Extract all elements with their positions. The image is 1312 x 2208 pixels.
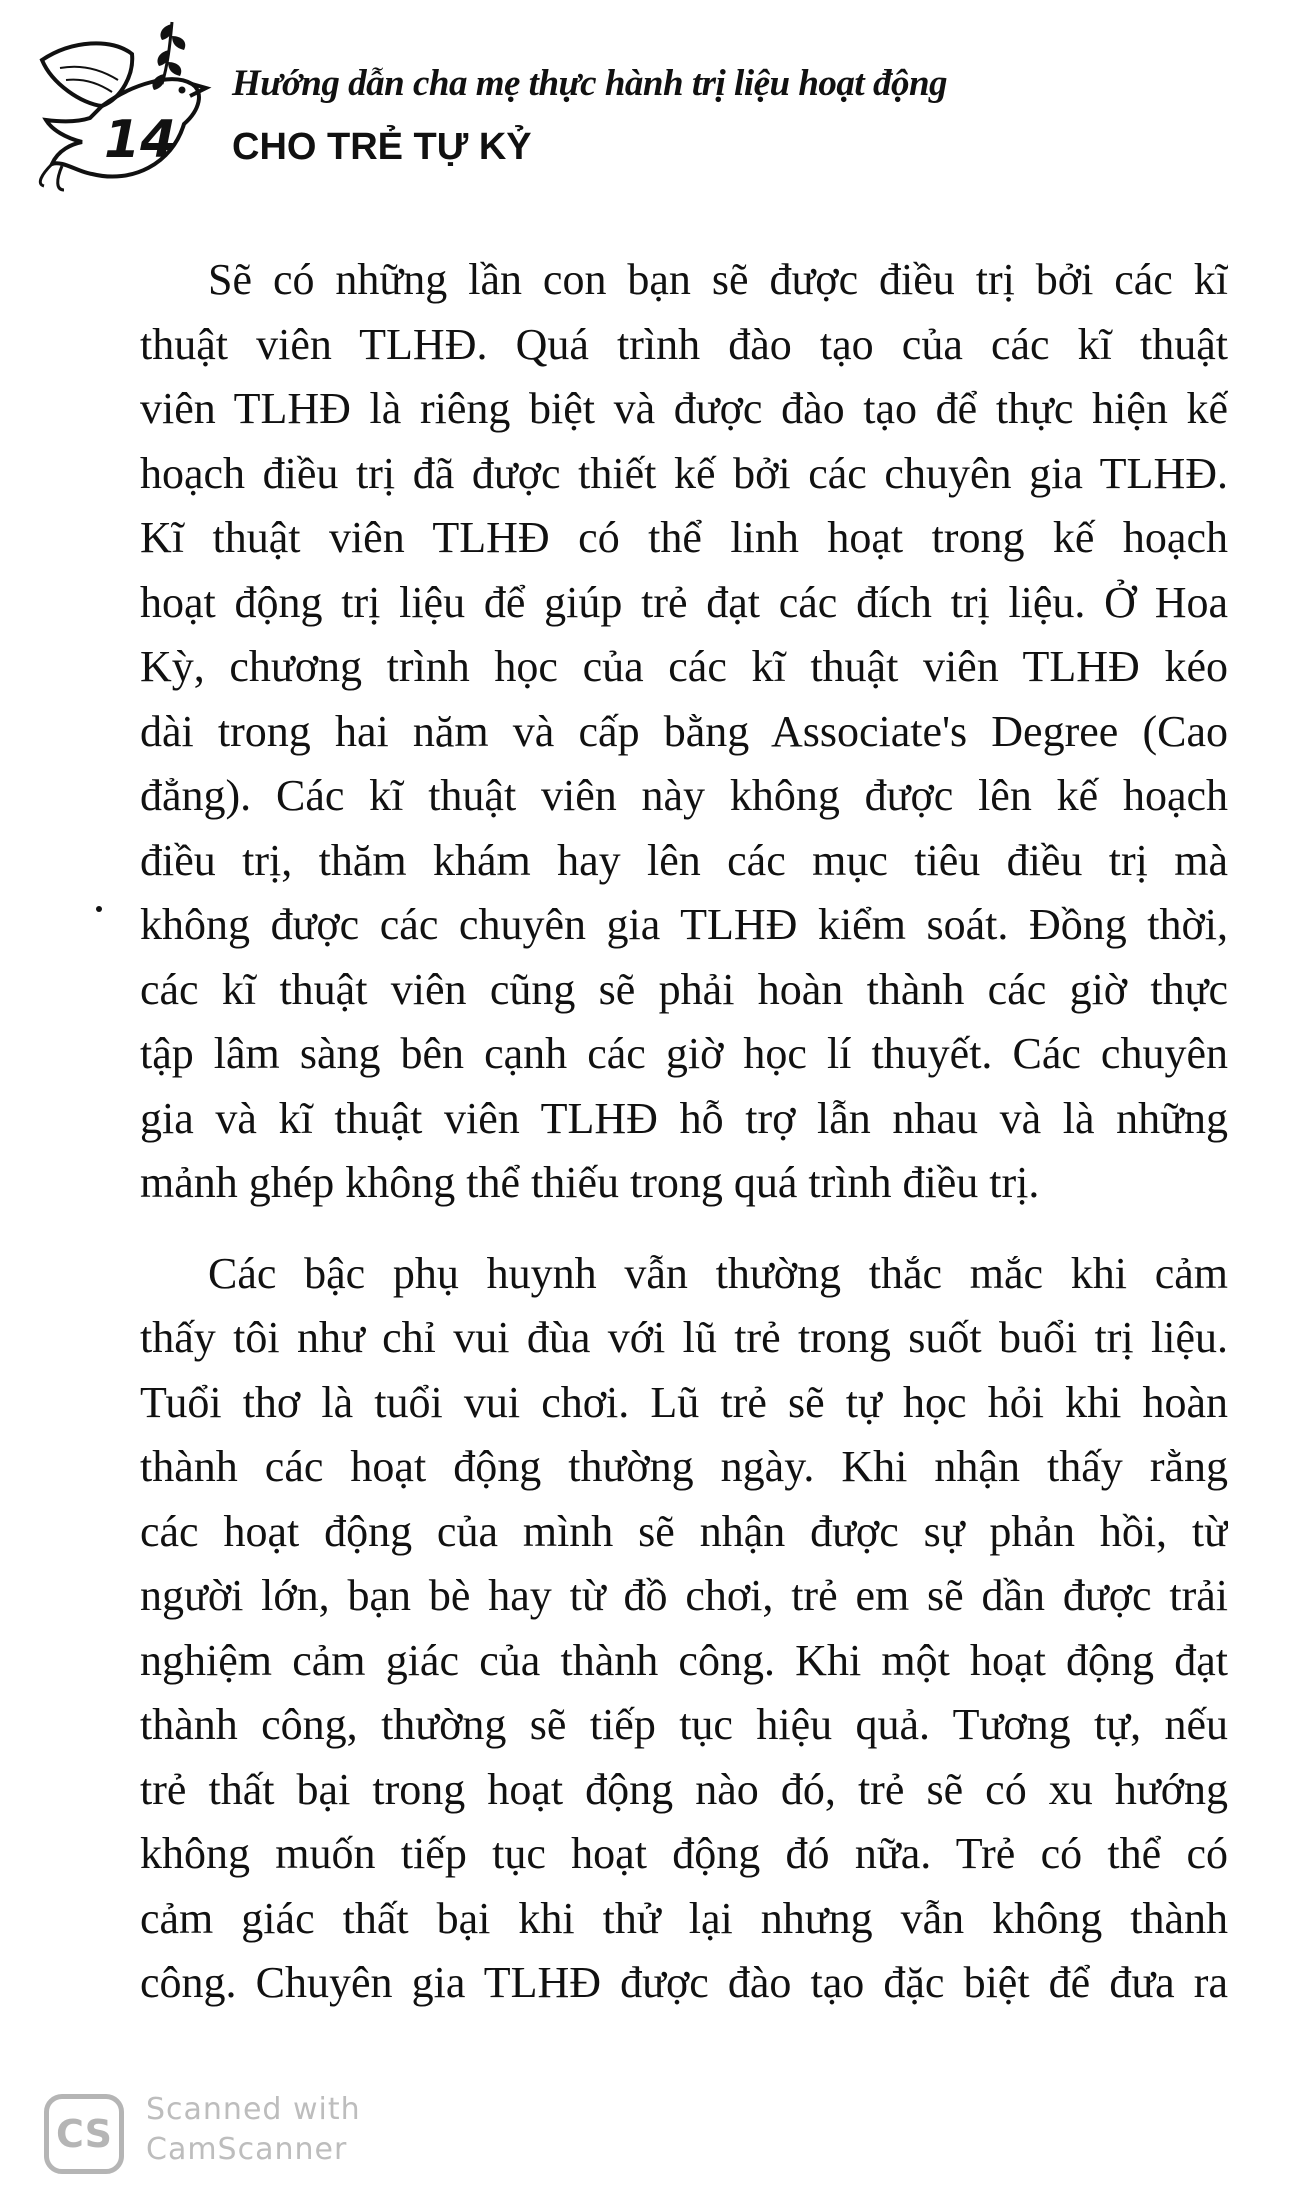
text-line: các kĩ thuật viên cũng sẽ phải hoàn thành các giờ thực xyxy=(140,964,1228,1014)
text-line: hoạt động trị liệu để giúp trẻ đạt các đích trị liệu. Ở Hoa xyxy=(140,577,1228,627)
page-number: 14 xyxy=(104,110,177,170)
page-header xyxy=(0,0,1312,210)
text-line: thấy tôi như chỉ vui đùa với lũ trẻ trong suốt buổi trị liệu. xyxy=(140,1313,1228,1362)
text-line: thuật viên TLHĐ. Quá trình đào tạo của các kĩ thuật xyxy=(140,319,1228,369)
watermark-line-1: Scanned with xyxy=(146,2092,361,2127)
text-line: trẻ thất bại trong hoạt động nào đó, trẻ sẽ có xu hướng xyxy=(140,1764,1228,1814)
margin-dot xyxy=(96,906,102,912)
text-line: viên TLHĐ là riêng biệt và được đào tạo để thực hiện kế xyxy=(140,384,1228,433)
text-line: Tuổi thơ là tuổi vui chơi. Lũ trẻ sẽ tự học hỏi khi hoàn xyxy=(140,1377,1228,1427)
text-line: không muốn tiếp tục hoạt động đó nữa. Trẻ có thể có xyxy=(140,1829,1228,1878)
text-line: nghiệm cảm giác của thành công. Khi một hoạt động đạt xyxy=(140,1635,1228,1685)
text-line: cảm giác thất bại khi thử lại nhưng vẫn không thành xyxy=(140,1893,1228,1943)
watermark-line-2: CamScanner xyxy=(146,2132,348,2167)
text-line: Các bậc phụ huynh vẫn thường thắc mắc khi cảm xyxy=(208,1248,1228,1298)
text-line: Sẽ có những lần con bạn sẽ được điều trị bởi các kĩ xyxy=(208,255,1228,304)
paragraph-1 xyxy=(140,248,1228,1216)
text-line: người lớn, bạn bè hay từ đồ chơi, trẻ em sẽ dần được trải xyxy=(140,1571,1228,1620)
text-line: không được các chuyên gia TLHĐ kiểm soát. Đồng thời, xyxy=(140,900,1228,949)
text-line: công. Chuyên gia TLHĐ được đào tạo đặc biệt để đưa ra xyxy=(140,1958,1228,2007)
text-line: thành các hoạt động thường ngày. Khi nhận thấy rằng xyxy=(140,1442,1228,1491)
page-body xyxy=(140,248,1228,2016)
camscanner-watermark xyxy=(44,2086,384,2182)
text-line: Kỳ, chương trình học của các kĩ thuật viên TLHĐ kéo xyxy=(140,642,1228,691)
text-line: gia và kĩ thuật viên TLHĐ hỗ trợ lẫn nhau và là những xyxy=(140,1093,1228,1143)
paragraph-spacer xyxy=(140,1216,1228,1242)
paragraph-2 xyxy=(140,1242,1228,2016)
text-line: mảnh ghép không thể thiếu trong quá trình điều trị. xyxy=(140,1158,1040,1207)
text-line: đẳng). Các kĩ thuật viên này không được lên kế hoạch xyxy=(140,771,1228,820)
text-line: tập lâm sàng bên cạnh các giờ học lí thuyết. Các chuyên xyxy=(140,1029,1228,1078)
text-line: điều trị, thăm khám hay lên các mục tiêu điều trị mà xyxy=(140,835,1228,885)
dove-icon xyxy=(22,14,232,204)
book-subtitle: Hướng dẫn cha mẹ thực hành trị liệu hoạt động xyxy=(232,63,948,104)
text-line: Kĩ thuật viên TLHĐ có thể linh hoạt trong kế hoạch xyxy=(140,513,1228,562)
text-line: hoạch điều trị đã được thiết kế bởi các chuyên gia TLHĐ. xyxy=(140,448,1228,498)
text-line: dài trong hai năm và cấp bằng Associate's Degree (Cao xyxy=(140,706,1228,756)
text-line: các hoạt động của mình sẽ nhận được sự phản hồi, từ xyxy=(140,1506,1228,1556)
text-line: thành công, thường sẽ tiếp tục hiệu quả. Tương tự, nếu xyxy=(140,1700,1228,1749)
book-title: CHO TRẺ TỰ KỶ xyxy=(232,126,532,168)
camscanner-logo-icon: CS xyxy=(44,2094,124,2174)
